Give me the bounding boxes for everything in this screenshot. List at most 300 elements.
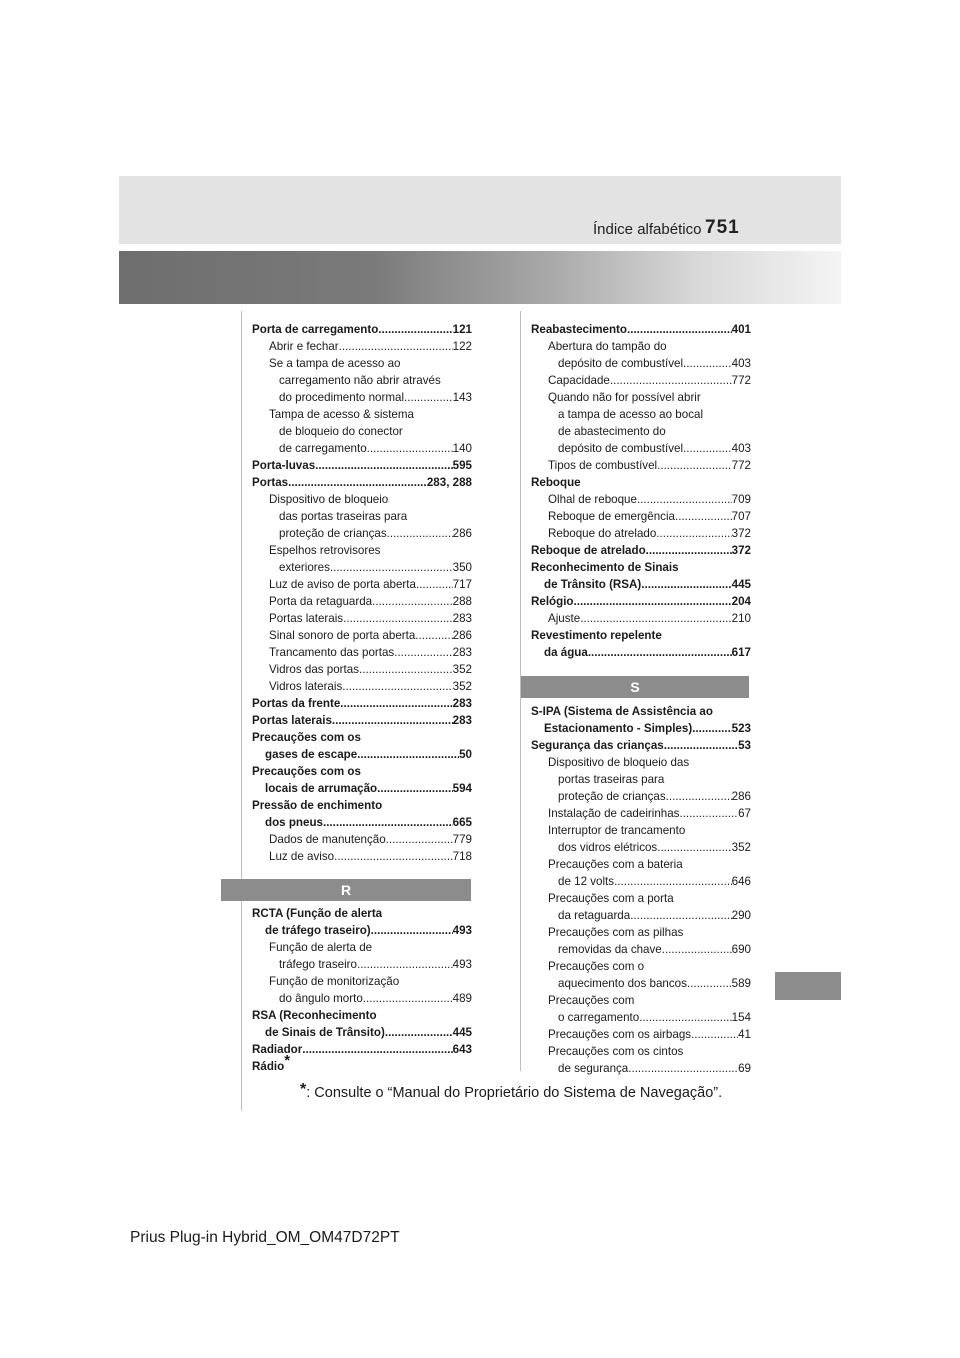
- index-entry: [531, 559, 751, 593]
- entry-line: [531, 839, 751, 856]
- leader-dots: [679, 805, 738, 822]
- entry-page: 489: [452, 992, 472, 1005]
- entry-line: [531, 508, 751, 525]
- section-header-s: S: [521, 676, 749, 698]
- entry-line: [252, 922, 472, 939]
- index-entry: [531, 491, 751, 508]
- entry-page: 288: [452, 595, 472, 608]
- entry-page: 286: [452, 527, 472, 540]
- entry-page: 283: [452, 714, 472, 727]
- entry-label: removidas da chave: [558, 943, 662, 956]
- entry-label: Luz de aviso: [269, 850, 335, 863]
- index-entry: [252, 474, 472, 491]
- leader-dots: [657, 457, 732, 474]
- index-entry: [531, 703, 751, 737]
- entry-line: [252, 474, 472, 491]
- entry-page: 41: [738, 1028, 751, 1041]
- index-entry: [531, 389, 751, 457]
- chapter-thumb-tab: [775, 972, 841, 1000]
- entry-page: 718: [452, 850, 472, 863]
- entry-label: Rádio: [252, 1060, 285, 1073]
- entry-line: [252, 712, 472, 729]
- index-column-1: [252, 321, 472, 865]
- entry-line: de abastecimento do: [558, 425, 666, 438]
- entry-line: [252, 956, 472, 973]
- leader-dots: [367, 440, 453, 457]
- entry-line: Tampa de acesso & sistema: [269, 408, 414, 421]
- entry-label: Luz de aviso de porta aberta: [269, 578, 416, 591]
- index-entry: [252, 797, 472, 831]
- entry-label: Precauções com os airbags: [548, 1028, 692, 1041]
- entry-page: 665: [452, 816, 472, 829]
- header-gradient-bar: [119, 251, 841, 304]
- entry-page: 121: [452, 323, 472, 336]
- entry-line: [252, 814, 472, 831]
- entry-page: 401: [731, 323, 751, 336]
- index-entry: [252, 610, 472, 627]
- entry-label: de tráfego traseiro): [265, 924, 371, 937]
- entry-line: [531, 873, 751, 890]
- leader-dots: [378, 321, 452, 338]
- index-entry: [531, 856, 751, 890]
- index-entry: [531, 610, 751, 627]
- leader-dots: [385, 1024, 453, 1041]
- index-entry: [531, 593, 751, 610]
- entry-line: Reconhecimento de Sinais: [531, 561, 679, 574]
- entries-letter-s: [531, 703, 751, 1077]
- entry-page: 595: [452, 459, 472, 472]
- entry-page: 352: [452, 663, 472, 676]
- index-entry: [531, 474, 751, 491]
- entry-page: 69: [738, 1062, 751, 1075]
- index-entry: [252, 763, 472, 797]
- index-entry: [252, 627, 472, 644]
- entry-line: Dispositivo de bloqueio: [269, 493, 389, 506]
- entry-label: de carregamento: [279, 442, 367, 455]
- index-entry: [252, 593, 472, 610]
- footnote-asterisk: *: [300, 1081, 307, 1098]
- entry-label: Reabastecimento: [531, 323, 628, 336]
- leader-dots: [656, 525, 731, 542]
- entry-line: [252, 610, 472, 627]
- entry-label: o carregamento: [558, 1011, 640, 1024]
- entry-label: do ângulo morto: [279, 992, 363, 1005]
- entry-label: locais de arrumação: [265, 782, 378, 795]
- index-entry: [531, 542, 751, 559]
- entries-letter-r: [252, 905, 472, 1058]
- entry-label: Vidros das portas: [269, 663, 360, 676]
- entry-line: [531, 720, 751, 737]
- entry-page: 445: [731, 578, 751, 591]
- entry-page: 646: [731, 875, 751, 888]
- entry-line: Função de monitorização: [269, 975, 400, 988]
- entry-line: [531, 1060, 751, 1077]
- entry-line: [252, 338, 472, 355]
- entry-line: [252, 457, 472, 474]
- entry-line: [531, 610, 751, 627]
- index-entry: [252, 729, 472, 763]
- entry-line: [252, 1024, 472, 1041]
- leader-dots: [394, 644, 452, 661]
- entry-label: de segurança: [558, 1062, 629, 1075]
- entry-line: Função de alerta de: [269, 941, 373, 954]
- entry-label: Reboque de atrelado: [531, 544, 646, 557]
- leader-dots: [387, 525, 453, 542]
- entry-page: 523: [731, 722, 751, 735]
- leader-dots: [628, 1060, 738, 1077]
- entry-line: Precauções com: [548, 994, 635, 1007]
- leader-dots: [683, 355, 732, 372]
- index-entry: [531, 1026, 751, 1043]
- entry-label: Tipos de combustível: [548, 459, 658, 472]
- leader-dots: [372, 593, 453, 610]
- entry-line: Precauções com as pilhas: [548, 926, 684, 939]
- leader-dots: [692, 720, 731, 737]
- footnote-marker: *: [284, 1052, 291, 1070]
- entry-page: 286: [731, 790, 751, 803]
- entry-label: Trancamento das portas: [269, 646, 395, 659]
- index-entry: [531, 525, 751, 542]
- entry-page: 772: [731, 374, 751, 387]
- entry-page: 493: [452, 924, 472, 937]
- entry-line: Precauções com os cintos: [548, 1045, 684, 1058]
- entry-page: 50: [459, 748, 472, 761]
- entry-line: [252, 525, 472, 542]
- entry-page: 204: [731, 595, 751, 608]
- index-entry: [252, 661, 472, 678]
- index-entry: [531, 372, 751, 389]
- entry-line: Precauções com o: [548, 960, 645, 973]
- entry-line: [252, 780, 472, 797]
- leader-dots: [687, 975, 732, 992]
- index-entry: [531, 822, 751, 856]
- entry-line: [252, 661, 472, 678]
- entry-label: exteriores: [279, 561, 330, 574]
- document-id: Prius Plug-in Hybrid_OM_OM47D72PT: [130, 1229, 400, 1246]
- index-entry: [252, 338, 472, 355]
- index-entry: [531, 805, 751, 822]
- entry-label: Porta de carregamento: [252, 323, 379, 336]
- entry-page: 707: [731, 510, 751, 523]
- index-entry: [252, 712, 472, 729]
- leader-dots: [641, 576, 731, 593]
- entry-page: 67: [738, 807, 751, 820]
- entry-line: [252, 644, 472, 661]
- entry-page: 352: [452, 680, 472, 693]
- index-entry: [531, 992, 751, 1026]
- entry-line: Quando não for possível abrir: [548, 391, 701, 404]
- entry-line: portas traseiras para: [558, 773, 665, 786]
- entry-line: [531, 525, 751, 542]
- entry-label: proteção de crianças: [279, 527, 387, 540]
- entry-label: do procedimento normal: [279, 391, 405, 404]
- entry-label: dos pneus: [265, 816, 323, 829]
- entry-line: [531, 1026, 751, 1043]
- entry-label: de Trânsito (RSA): [544, 578, 642, 591]
- entry-page: 290: [731, 909, 751, 922]
- leader-dots: [363, 990, 453, 1007]
- entry-label: Olhal de reboque: [548, 493, 637, 506]
- index-entry: [252, 1007, 472, 1041]
- entry-label: gases de escape: [265, 748, 358, 761]
- entry-label: Radiador: [252, 1043, 303, 1056]
- index-entry: [252, 848, 472, 865]
- entry-label: Instalação de cadeirinhas: [548, 807, 680, 820]
- entry-line: [531, 941, 751, 958]
- page-number: 751: [705, 217, 740, 238]
- entry-line: de bloqueio do conector: [279, 425, 403, 438]
- entry-line: [252, 746, 472, 763]
- leader-dots: [416, 576, 453, 593]
- index-entry: [252, 939, 472, 973]
- left-margin-rule: [241, 311, 242, 1111]
- leader-dots: [630, 907, 731, 924]
- entry-page: 772: [731, 459, 751, 472]
- entry-line: RCTA (Função de alerta: [252, 907, 383, 920]
- entry-page: 445: [452, 1026, 472, 1039]
- index-entry: [252, 644, 472, 661]
- leader-dots: [315, 457, 453, 474]
- entry-line: Pressão de enchimento: [252, 799, 383, 812]
- entries-letter-p: [252, 321, 472, 865]
- entry-line: [531, 907, 751, 924]
- entry-label: Sinal sonoro de porta aberta.: [269, 629, 419, 642]
- entry-label: aquecimento dos bancos: [558, 977, 687, 990]
- leader-dots: [639, 1009, 731, 1026]
- entry-label: Estacionamento - Simples): [544, 722, 693, 735]
- leader-dots: [691, 1026, 738, 1043]
- index-entry: [531, 754, 751, 805]
- entry-line: [531, 975, 751, 992]
- leader-dots: [662, 941, 732, 958]
- entry-label: Dados de manutenção: [269, 833, 386, 846]
- entry-page: 643: [452, 1043, 472, 1056]
- entry-page: 403: [731, 357, 751, 370]
- entry-line: S-IPA (Sistema de Assistência ao: [531, 705, 713, 718]
- entry-page: 690: [731, 943, 751, 956]
- entry-line: das portas traseiras para: [279, 510, 408, 523]
- entry-line: [252, 576, 472, 593]
- entry-label: Portas da frente: [252, 697, 341, 710]
- entry-line: Precauções com os: [252, 731, 361, 744]
- entry-label: Segurança das crianças: [531, 739, 664, 752]
- entry-page: 709: [731, 493, 751, 506]
- entry-line: [531, 805, 751, 822]
- leader-dots: [666, 788, 732, 805]
- entry-page: 779: [452, 833, 472, 846]
- leader-dots: [339, 338, 453, 355]
- entry-label: depósito de combustível: [558, 442, 684, 455]
- entry-page: 283: [452, 697, 472, 710]
- entry-line: Precauções com a bateria: [548, 858, 683, 871]
- entry-page: 143: [452, 391, 472, 404]
- entry-label: de Sinais de Trânsito): [265, 1026, 385, 1039]
- leader-dots: [357, 956, 453, 973]
- index-entry: [531, 457, 751, 474]
- index-entry: [252, 831, 472, 848]
- leader-dots: [610, 372, 732, 389]
- entry-page: 283: [452, 646, 472, 659]
- leader-dots: [342, 678, 452, 695]
- leader-dots: [302, 1041, 452, 1058]
- leader-dots: [359, 661, 453, 678]
- entry-page: 350: [452, 561, 472, 574]
- entry-label: Vidros laterais: [269, 680, 343, 693]
- index-column-2-s: [531, 703, 751, 1077]
- leader-dots: [404, 389, 453, 406]
- entry-line: [531, 737, 751, 754]
- entry-line: [531, 542, 751, 559]
- entry-page: 352: [731, 841, 751, 854]
- entry-line: a tampa de acesso ao bocal: [558, 408, 704, 421]
- entry-label: Portas laterais: [252, 714, 332, 727]
- entry-line: [252, 321, 472, 338]
- entry-line: [531, 457, 751, 474]
- entry-label: dos vidros elétricos: [558, 841, 658, 854]
- leader-dots: [637, 491, 732, 508]
- entry-line: carregamento não abrir através: [279, 374, 441, 387]
- entry-label: Relógio: [531, 595, 574, 608]
- entry-page: 617: [731, 646, 751, 659]
- footnote: [300, 1081, 723, 1101]
- leader-dots: [288, 474, 427, 491]
- index-entry: [531, 958, 751, 992]
- leader-dots: [580, 610, 731, 627]
- entry-label: Porta-luvas: [252, 459, 316, 472]
- leader-dots: [664, 737, 738, 754]
- leader-dots: [683, 440, 732, 457]
- entry-page: 493: [452, 958, 472, 971]
- index-entry-radio: [252, 1052, 472, 1075]
- leader-dots: [340, 695, 452, 712]
- entry-line: [531, 355, 751, 372]
- entry-label: Capacidade: [548, 374, 610, 387]
- section-title: Índice alfabético: [593, 221, 702, 238]
- index-entry: [252, 406, 472, 457]
- index-entry: [531, 627, 751, 661]
- leader-dots: [386, 831, 453, 848]
- section-header-r: R: [221, 879, 471, 901]
- entry-line: Interruptor de trancamento: [548, 824, 686, 837]
- leader-dots: [357, 746, 459, 763]
- entry-label: Porta da retaguarda: [269, 595, 373, 608]
- entry-line: [252, 559, 472, 576]
- index-entry: [252, 542, 472, 576]
- entry-page: 594: [452, 782, 472, 795]
- leader-dots: [588, 644, 732, 661]
- leader-dots: [419, 627, 453, 644]
- entry-line: [531, 593, 751, 610]
- entry-page: 154: [731, 1011, 751, 1024]
- entry-label: Abrir e fechar: [269, 340, 339, 353]
- entry-line: Se a tampa de acesso ao: [269, 357, 401, 370]
- index-entry: [252, 678, 472, 695]
- index-entry: [531, 890, 751, 924]
- index-entry: [531, 338, 751, 372]
- entry-line: Abertura do tampão do: [548, 340, 667, 353]
- leader-dots: [657, 839, 731, 856]
- leader-dots: [646, 542, 732, 559]
- entry-label: Reboque de emergência: [548, 510, 675, 523]
- entry-label: Portas laterais: [269, 612, 344, 625]
- entry-line: [531, 576, 751, 593]
- entry-line: [252, 831, 472, 848]
- entry-line: [531, 491, 751, 508]
- index-entry: [531, 737, 751, 754]
- entry-page: 372: [731, 527, 751, 540]
- entry-line: [252, 627, 472, 644]
- entry-page: 122: [452, 340, 472, 353]
- entry-label: da água: [544, 646, 588, 659]
- leader-dots: [332, 712, 453, 729]
- entry-label: proteção de crianças: [558, 790, 666, 803]
- entry-line: [531, 1009, 751, 1026]
- index-entry: [531, 1043, 751, 1077]
- index-entry: [252, 355, 472, 406]
- entry-page: 283: [452, 612, 472, 625]
- leader-dots: [334, 848, 453, 865]
- entry-page: 286: [452, 629, 472, 642]
- entry-line: RSA (Reconhecimento: [252, 1009, 377, 1022]
- index-column-2: [531, 321, 751, 661]
- entry-line: [252, 593, 472, 610]
- entries-letter-r-continued: [531, 321, 751, 661]
- leader-dots: [377, 780, 453, 797]
- entry-line: [252, 848, 472, 865]
- entry-page: 210: [731, 612, 751, 625]
- leader-dots: [371, 922, 453, 939]
- leader-dots: [574, 593, 732, 610]
- entry-page: 403: [731, 442, 751, 455]
- entry-label: Ajuste: [548, 612, 581, 625]
- leader-dots: [627, 321, 732, 338]
- entry-line: Dispositivo de bloqueio das: [548, 756, 690, 769]
- entry-label: Portas: [252, 476, 289, 489]
- entry-line: [531, 644, 751, 661]
- entry-line: [531, 440, 751, 457]
- entry-line: [531, 372, 751, 389]
- index-entry: [252, 491, 472, 542]
- index-entry: [252, 973, 472, 1007]
- entry-label: Reboque do atrelado: [548, 527, 657, 540]
- leader-dots: [675, 508, 732, 525]
- entry-line: [531, 788, 751, 805]
- entry-page: 717: [452, 578, 472, 591]
- index-column-1-r: [252, 905, 472, 1075]
- entry-line: Revestimento repelente: [531, 629, 662, 642]
- index-entry: [252, 695, 472, 712]
- index-entry: [531, 924, 751, 958]
- entry-line: [252, 990, 472, 1007]
- index-entry: [252, 321, 472, 338]
- leader-dots: [343, 610, 453, 627]
- leader-dots: [323, 814, 453, 831]
- entry-line: [252, 678, 472, 695]
- entry-line: [252, 695, 472, 712]
- entry-page: 372: [731, 544, 751, 557]
- entry-line: Precauções com a porta: [548, 892, 674, 905]
- index-entry: [531, 321, 751, 338]
- footnote-text: : Consulte o “Manual do Proprietário do Sistema de Navegação”.: [306, 1085, 723, 1101]
- entry-line: Reboque: [531, 476, 581, 489]
- entry-line: [252, 440, 472, 457]
- index-entry: [252, 576, 472, 593]
- index-entry: [252, 457, 472, 474]
- entry-label: de 12 volts: [558, 875, 615, 888]
- entry-line: [531, 321, 751, 338]
- entry-line: [252, 389, 472, 406]
- leader-dots: [614, 873, 732, 890]
